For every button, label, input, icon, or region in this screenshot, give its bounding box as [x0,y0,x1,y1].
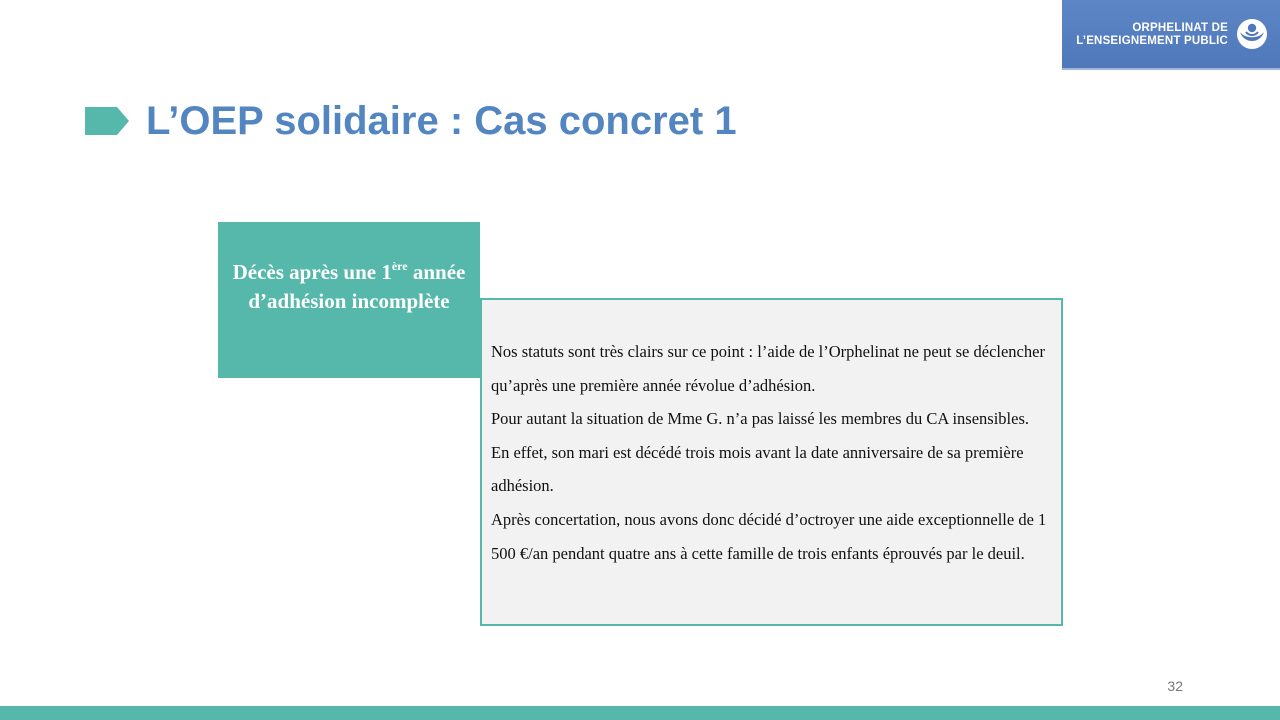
case-paragraph-1: Nos statuts sont très clairs sur ce point : l’aide de l’Orphelinat ne peut se déclencher qu’après une première année révolue d’adhésion. [491,342,1045,395]
case-label-box [218,222,480,378]
case-label-superscript: ère [391,259,408,273]
bottom-accent-band [0,706,1280,720]
logo-line-1: ORPHELINAT DE [1132,22,1228,34]
logo-text [1076,22,1228,48]
case-label-part-2: année d’adhésion incomplète [248,260,466,313]
slide-title: L’OEP solidaire : Cas concret 1 [146,99,737,143]
arrow-tag-icon [85,107,129,135]
case-description-box [480,298,1063,626]
logo-line-2: L’ENSEIGNEMENT PUBLIC [1076,35,1228,47]
page-number: 32 [1167,678,1183,694]
case-paragraph-3: Après concertation, nous avons donc décidé d’octroyer une aide exceptionnelle de 1 500 €/an pendant quatre ans à cette famille de trois enfants éprouvés par le deuil. [491,509,1047,563]
oep-logo [1062,0,1280,70]
oep-hands-emblem-icon [1236,18,1268,50]
case-label-part-1: Décès après une 1 [232,260,392,284]
case-paragraph-2: Pour autant la situation de Mme G. n’a pas laissé les membres du CA insensibles. En effet, son mari est décédé trois mois avant la date anniversaire de sa première adhésion. [491,409,1029,496]
